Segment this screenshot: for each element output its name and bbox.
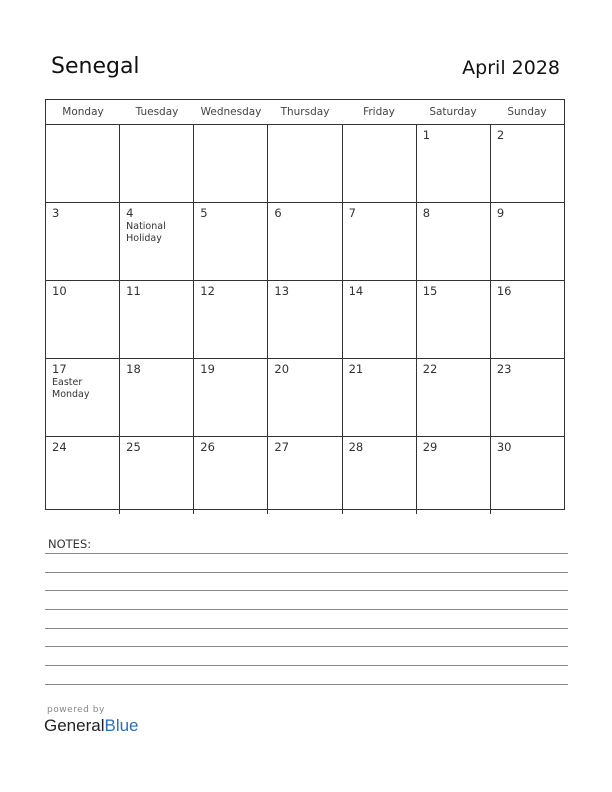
weekday-wednesday: Wednesday xyxy=(200,106,262,118)
day-cell xyxy=(120,359,194,436)
day-cell xyxy=(343,437,417,514)
day-cell xyxy=(120,437,194,514)
day-number: 12 xyxy=(200,284,215,298)
weekday-saturday: Saturday xyxy=(429,106,477,118)
day-number: 24 xyxy=(52,440,67,454)
day-cell xyxy=(46,281,120,358)
day-cell xyxy=(120,281,194,358)
day-number: 17 xyxy=(52,362,67,376)
notes-line xyxy=(45,646,568,647)
day-cell xyxy=(194,359,268,436)
day-number: 28 xyxy=(348,440,364,454)
day-cell xyxy=(120,203,194,280)
day-cell xyxy=(491,359,564,436)
day-number: 18 xyxy=(126,362,141,376)
week-row xyxy=(46,203,564,281)
day-cell xyxy=(491,125,564,202)
week-row xyxy=(46,281,564,359)
holiday-label: Easter Monday xyxy=(52,377,90,400)
day-number: 30 xyxy=(496,440,512,454)
day-number: 14 xyxy=(348,284,364,298)
day-number: 23 xyxy=(496,362,512,376)
day-cell xyxy=(491,281,564,358)
weekday-monday: Monday xyxy=(62,106,104,118)
country-title: Senegal xyxy=(51,54,140,79)
day-cell xyxy=(268,437,342,514)
week-row xyxy=(46,359,564,437)
notes-label: NOTES: xyxy=(48,537,92,551)
day-number: 22 xyxy=(422,362,438,376)
day-number: 29 xyxy=(422,440,438,454)
day-cell xyxy=(46,437,120,514)
day-number: 13 xyxy=(274,284,290,298)
day-number: 10 xyxy=(52,284,67,298)
day-number: 1 xyxy=(422,128,431,142)
weekday-header-row xyxy=(46,100,564,125)
week-row xyxy=(46,125,564,203)
notes-line xyxy=(45,590,568,591)
holiday-label: National Holiday xyxy=(126,221,166,244)
notes-line xyxy=(45,609,568,610)
weekday-tuesday: Tuesday xyxy=(135,106,179,118)
day-cell xyxy=(343,203,417,280)
day-cell xyxy=(120,125,194,202)
day-number: 19 xyxy=(200,362,215,376)
day-cell xyxy=(46,125,120,202)
generalblue-logo xyxy=(44,716,139,736)
day-cell xyxy=(343,281,417,358)
day-cell xyxy=(268,359,342,436)
day-cell xyxy=(491,437,564,514)
day-cell xyxy=(194,125,268,202)
day-number: 25 xyxy=(126,440,141,454)
day-cell xyxy=(194,437,268,514)
day-number: 7 xyxy=(348,206,356,220)
day-number: 27 xyxy=(274,440,290,454)
day-number: 26 xyxy=(200,440,215,454)
day-cell xyxy=(417,437,491,514)
day-number: 8 xyxy=(422,206,431,220)
day-number: 5 xyxy=(200,206,208,220)
day-cell xyxy=(343,359,417,436)
weekday-thursday: Thursday xyxy=(280,106,330,118)
day-number: 15 xyxy=(422,284,438,298)
day-number: 3 xyxy=(52,206,60,220)
day-cell xyxy=(194,203,268,280)
day-cell xyxy=(417,359,491,436)
day-cell xyxy=(491,203,564,280)
day-cell xyxy=(46,359,120,436)
day-number: 11 xyxy=(126,284,141,298)
day-cell xyxy=(343,125,417,202)
notes-line xyxy=(45,572,568,573)
powered-by-text: powered by xyxy=(47,705,105,715)
week-row xyxy=(46,437,564,514)
brand-general: General xyxy=(44,716,105,735)
day-cell xyxy=(417,203,491,280)
notes-line xyxy=(45,684,568,685)
notes-line xyxy=(45,665,568,666)
day-cell xyxy=(268,125,342,202)
month-title: April 2028 xyxy=(462,57,560,79)
brand-blue: Blue xyxy=(104,716,139,735)
weekday-sunday: Sunday xyxy=(507,106,547,118)
day-cell xyxy=(46,203,120,280)
day-number: 6 xyxy=(274,206,282,220)
day-number: 9 xyxy=(496,206,505,220)
day-cell xyxy=(268,281,342,358)
notes-line xyxy=(45,553,568,554)
day-number: 2 xyxy=(496,128,505,142)
notes-line xyxy=(45,628,568,629)
calendar-grid xyxy=(45,99,565,510)
day-cell xyxy=(417,281,491,358)
day-number: 4 xyxy=(126,206,134,220)
day-cell xyxy=(194,281,268,358)
day-number: 20 xyxy=(274,362,290,376)
weekday-friday: Friday xyxy=(363,106,395,118)
day-number: 21 xyxy=(348,362,364,376)
day-cell xyxy=(417,125,491,202)
day-number: 16 xyxy=(496,284,512,298)
day-cell xyxy=(268,203,342,280)
